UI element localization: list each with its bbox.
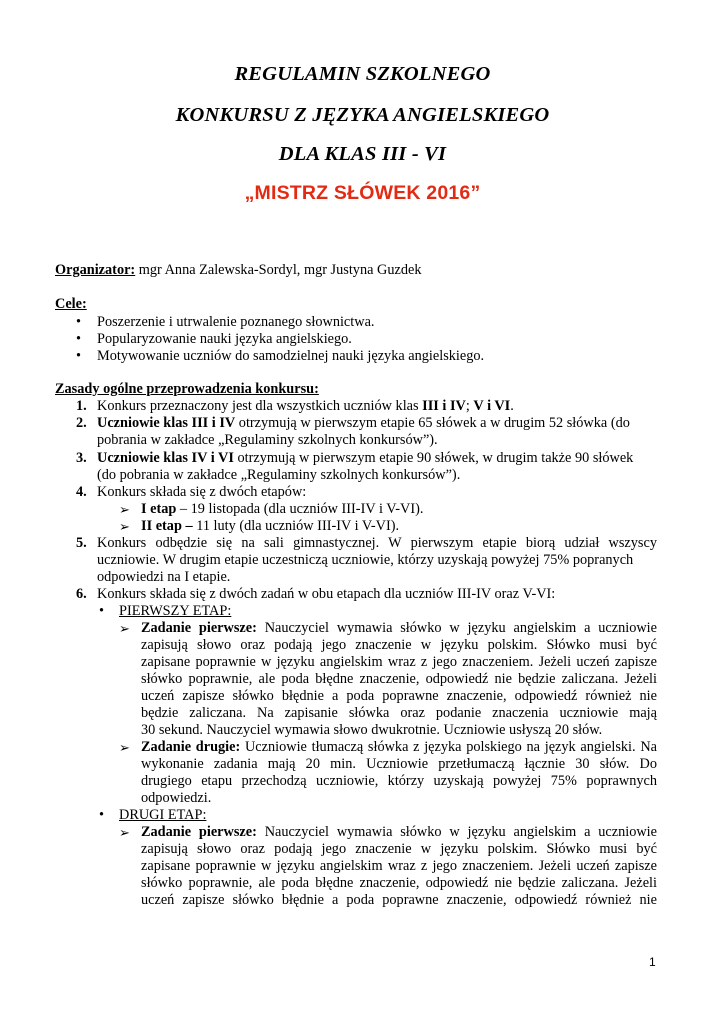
rule-2-line-1: Uczniowie klas III i IV otrzymują w pierwszym etapie 65 słówek a w drugim 52 słówka (do [97,415,630,431]
rule-6-text: Konkurs składa się z dwóch zadań w obu etapach dla uczniów III-IV oraz V-VI: [97,586,556,602]
second-stage-task-1-line: Zadanie pierwsze: Nauczyciel wymawia słówko w języku angielskim a uczniowie [141,824,658,840]
title-line-1: REGULAMIN SZKOLNEGO [234,63,491,85]
goal-item: Motywowanie uczniów do samodzielnej nauki języka angielskiego. [97,348,485,364]
first-stage-task-1-line: uczeń zapisze słówko błędnie a poda poprawne znaczenie, odpowiedź również nie [141,688,657,704]
organizer-label: Organizator: [55,262,136,278]
first-stage-label: PIERWSZY ETAP: [119,603,232,619]
rules-heading [55,381,665,399]
second-stage-label: DRUGI ETAP: [119,807,207,823]
first-stage-task-1-line: Zadanie pierwsze: Nauczyciel wymawia słówko w języku angielskim a uczniowie [141,620,658,636]
goal-item: Poszerzenie i utrwalenie poznanego słownictwa. [97,314,375,330]
first-stage-task-2-line: Zadanie drugie: Uczniowie tłumaczą słówka z języka polskiego na język angielski. Na [141,739,657,755]
arrow-bullet-icon: ➢ [119,740,130,755]
first-stage-task-1-line: słówko poprawnie, ale poda błędne znaczenie, odpowiedź nie będzie zaliczana. Jeżeli [141,671,657,687]
stage-1-date: I etap – 19 listopada (dla uczniów III-IV i V-VI). [141,501,424,517]
rule-number: 4. [76,484,87,500]
rule-number: 2. [76,415,87,431]
title-line-3: DLA KLAS III - VI [278,143,447,165]
rule-2-line-2: pobrania w zakładce „Regulaminy szkolnych konkursów”). [97,432,438,448]
first-stage-task-1-line: 30 sekund. Nauczyciel wymawia słowo dwukrotnie. Uczniowie usłyszą 20 słów. [141,722,603,738]
page-number: 1 [649,955,656,969]
goals-heading [55,296,665,314]
first-stage-task-1-line: zapisane poprawnie w języku angielskim wraz z jego znaczeniem. Jeżeli uczeń zapisze [141,654,657,670]
rule-5-line-2: uczniowie. W drugim etapie uczestniczą uczniowie, którzy uzyskają powyżej 75% popranych [97,552,634,568]
stage-bullet-icon: • [99,603,105,619]
rule-number: 6. [76,586,87,602]
arrow-bullet-icon: ➢ [119,519,130,534]
first-stage-task-1-line: będzie zaliczana. Na zapisanie słówka oraz podanie znaczenia uczniowie mają [141,705,657,721]
rule-1-text: Konkurs przeznaczony jest dla wszystkich uczniów klas III i IV; V i VI. [97,398,514,414]
arrow-bullet-icon: ➢ [119,621,130,636]
first-stage-task-2-line: drugiego etapu przechodzą uczniowie, którzy uzyskają powyżej 75% poprawnych [141,773,657,789]
goals-label: Cele: [55,296,87,312]
rule-5-line-3: odpowiedzi na I etapie. [97,569,231,585]
second-stage-task-1-line: uczeń zapisze słówko błędnie a poda poprawne znaczenie, odpowiedź również nie [141,892,657,908]
rule-number: 3. [76,450,87,466]
goal-bullet-icon: • [76,331,82,347]
rule-number: 1. [76,398,87,414]
first-stage-task-2-line: wykonanie zadania mają 20 min. Uczniowie przetłumaczą łącznie 30 słów. Do [141,756,657,772]
second-stage-task-1-line: zapisane poprawnie w języku angielskim wraz z jego znaczeniem. Jeżeli uczeń zapisze [141,858,657,874]
title-contest-name: „MISTRZ SŁÓWEK 2016” [244,182,481,204]
first-stage-task-1-line: zapisują słowo oraz podają jego znaczenie w języku polskim. Słówko musi być [141,637,657,653]
rule-5-line-1: Konkurs odbędzie się na sali gimnastycznej. W pierwszym etapie biorą udział wszyscy [97,535,657,551]
rule-number: 5. [76,535,87,551]
second-stage-task-1-line: słówko poprawnie, ale poda błędne znaczenie, odpowiedź nie będzie zaliczana. Jeżeli [141,875,657,891]
arrow-bullet-icon: ➢ [119,502,130,517]
stage-2-date: II etap – 11 luty (dla uczniów III-IV i V-VI). [141,518,400,534]
rule-3-line-1: Uczniowie klas IV i VI otrzymują w pierwszym etapie 90 słówek, w drugim także 90 słówek [97,450,634,466]
arrow-bullet-icon: ➢ [119,825,130,840]
second-stage-task-1-line: zapisują słowo oraz podają jego znaczenie w języku polskim. Słówko musi być [141,841,657,857]
rule-3-line-2: (do pobrania w zakładce „Regulaminy szkolnych konkursów”). [97,467,461,483]
organizer-value: mgr Anna Zalewska-Sordyl, mgr Justyna Guzdek [135,262,422,278]
title-line-2: KONKURSU Z JĘZYKA ANGIELSKIEGO [175,104,550,126]
rules-label: Zasady ogólne przeprowadzenia konkursu: [55,381,319,397]
goal-bullet-icon: • [76,314,82,330]
organizer-line [55,262,665,280]
stage-bullet-icon: • [99,807,105,823]
goal-item: Popularyzowanie nauki języka angielskiego. [97,331,352,347]
first-stage-task-2-line: odpowiedzi. [141,790,212,806]
goal-bullet-icon: • [76,348,82,364]
rule-4-text: Konkurs składa się z dwóch etapów: [97,484,307,500]
